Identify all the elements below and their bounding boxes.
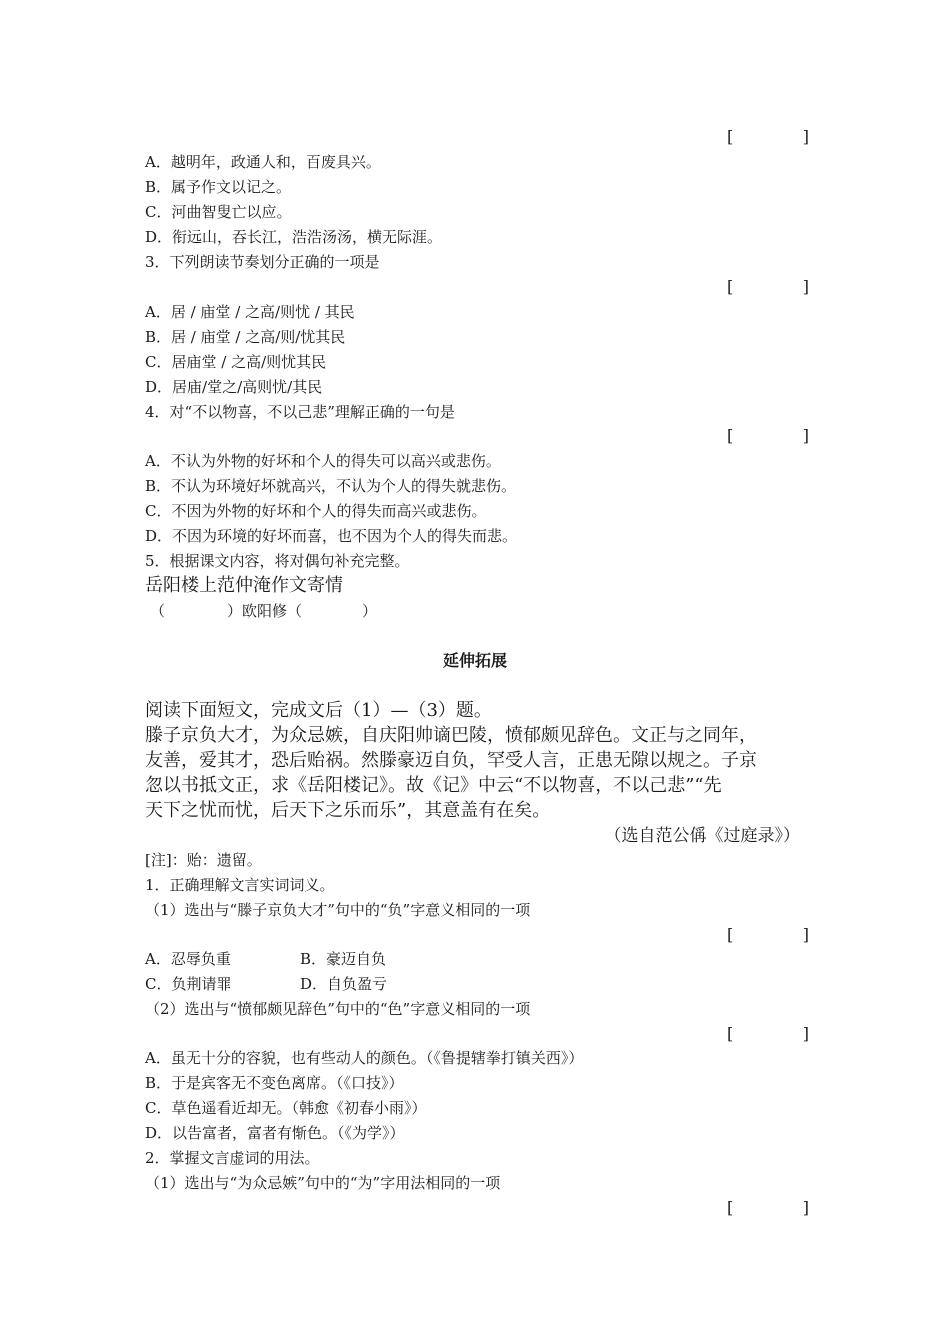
q3-option-d: D．居庙/堂之/高则忧/其民 bbox=[145, 378, 323, 396]
q4-option-d: D．不因为环境的好坏而喜，也不因为个人的得失而悲。 bbox=[145, 527, 518, 545]
q4-option-c: C．不因为外物的好坏和个人的得失而高兴或悲伤。 bbox=[145, 502, 487, 520]
r1-sub2-option-a: A．虽无十分的容貌，也有些动人的颜色。（《鲁提辖拳打镇关西》） bbox=[145, 1049, 584, 1067]
r1-sub1: （1）选出与“滕子京负大才”句中的“负”字意义相同的一项 bbox=[145, 901, 531, 919]
document-page: [ ] A．越明年，政通人和，百废具兴。 B．属予作文以记之。 C．河曲智叟亡以应。 D．衔远山，吞长江，浩浩汤汤，横无际涯。 3．下列朗读节奏划分正确的一项是 [ ] A．居 / 庙堂 / 之高/则忧 / 其民 B．居 / 庙堂 / 之高/则/忧其民 C．居庙堂 / 之高/则忧其民 D．居庙/堂之/高则忧/其民 4．对“不以物喜，不以己悲”理解正确的一句是 [ ] A．不认为外物的好坏和个人的得失可以高兴或悲伤。 B．不认为环境好坏就高兴，不认为个人的得失就悲伤。 C．不因为外物的好坏和个人的得失而高兴或悲伤。 D．不因为环境的好坏而喜，也不因为个人的得失而悲。 5．根据课文内容，将对偶句补充完整。 岳阳楼上范仲淹作文寄情 （ ）欧阳修（ ） 延伸拓展 阅读下面短文，完成文后（1）—（3）题。 滕子京负大才，为众忌嫉，自庆阳帅谪巴陵，愤郁颇见辞色。文正与之同年， 友善，爱其才，恐后贻祸。然滕豪迈自负，罕受人言，正患无隙以规之。子京 忽以书抵文正，求《岳阳楼记》。故《记》中云“不以物喜，不以己悲”“先 天下之忧而忧，后天下之乐而乐”，其意盖有在矣。 （选自范公偁《过庭录》） [注]：贻：遗留。 1．正确理解文言实词词义。 （1）选出与“滕子京负大才”句中的“负”字意义相同的一项 [ ] A．忍辱负重 B．豪迈自负 C．负荆请罪 D．自负盈亏 （2）选出与“愤郁颇见辞色”句中的“色”字意义相同的一项 [ ] A．虽无十分的容貌，也有些动人的颜色。（《鲁提辖拳打镇关西》） B．于是宾客无不变色离席。（《口技》） C．草色遥看近却无。（韩愈《初春小雨》） D．以告富者，富者有惭色。（《为学》） 2．掌握文言虚词的用法。 （1）选出与“为众忌嫉”句中的“为”字用法相同的一项 [ ] bbox=[0, 0, 950, 1344]
q3-option-a: A．居 / 庙堂 / 之高/则忧 / 其民 bbox=[145, 303, 355, 321]
couplet-blank-line: （ ）欧阳修（ ） bbox=[150, 602, 378, 620]
q2-option-c: C．河曲智叟亡以应。 bbox=[145, 203, 292, 221]
r1-sub2-option-d: D．以告富者，富者有惭色。（《为学》） bbox=[145, 1124, 405, 1142]
passage-source: （选自范公偁《过庭录》） bbox=[604, 826, 800, 846]
q2-option-d: D．衔远山，吞长江，浩浩汤汤，横无际涯。 bbox=[145, 228, 443, 246]
q5-stem: 5．根据课文内容，将对偶句补充完整。 bbox=[145, 552, 410, 570]
r2-stem: 2．掌握文言虚词的用法。 bbox=[145, 1149, 320, 1167]
passage-line: 友善，爱其才，恐后贻祸。然滕豪迈自负，罕受人言，正患无隙以规之。子京 bbox=[145, 750, 757, 771]
r1-sub2: （2）选出与“愤郁颇见辞色”句中的“色”字意义相同的一项 bbox=[145, 1000, 531, 1018]
r2-sub1: （1）选出与“为众忌嫉”句中的“为”字用法相同的一项 bbox=[145, 1174, 501, 1192]
passage-line: 滕子京负大才，为众忌嫉，自庆阳帅谪巴陵，愤郁颇见辞色。文正与之同年， bbox=[145, 725, 757, 746]
q3-option-b: B．居 / 庙堂 / 之高/则/忧其民 bbox=[145, 328, 346, 346]
r1-sub1-option-a: A．忍辱负重 bbox=[145, 950, 231, 968]
r1-sub1-option-d: D．自负盈亏 bbox=[300, 975, 388, 993]
r1-sub1-option-b: B．豪迈自负 bbox=[300, 950, 387, 968]
q3-option-c: C．居庙堂 / 之高/则忧其民 bbox=[145, 353, 327, 371]
r1-sub2-option-b: B．于是宾客无不变色离席。（《口技》） bbox=[145, 1074, 404, 1092]
q2-option-a: A．越明年，政通人和，百废具兴。 bbox=[145, 153, 381, 171]
reading-intro: 阅读下面短文，完成文后（1）—（3）题。 bbox=[145, 700, 492, 721]
couplet-line: 岳阳楼上范仲淹作文寄情 bbox=[145, 575, 343, 596]
q4-option-a: A．不认为外物的好坏和个人的得失可以高兴或悲伤。 bbox=[145, 452, 501, 470]
section-title: 延伸拓展 bbox=[442, 651, 507, 670]
passage-line: 天下之忧而忧，后天下之乐而乐”，其意盖有在矣。 bbox=[145, 800, 551, 821]
r1-stem: 1．正确理解文言实词词义。 bbox=[145, 876, 335, 894]
passage-note: [注]：贻：遗留。 bbox=[145, 851, 262, 869]
q4-option-b: B．不认为环境好坏就高兴，不认为个人的得失就悲伤。 bbox=[145, 477, 517, 495]
q3-stem: 3．下列朗读节奏划分正确的一项是 bbox=[145, 253, 380, 271]
r1-sub2-option-c: C．草色遥看近却无。（韩愈《初春小雨》） bbox=[145, 1099, 427, 1117]
r1-sub1-option-c: C．负荆请罪 bbox=[145, 975, 232, 993]
q4-stem: 4．对“不以物喜，不以己悲”理解正确的一句是 bbox=[145, 403, 455, 421]
passage-line: 忽以书抵文正，求《岳阳楼记》。故《记》中云“不以物喜，不以己悲”“先 bbox=[145, 775, 722, 796]
q2-option-b: B．属予作文以记之。 bbox=[145, 178, 292, 196]
